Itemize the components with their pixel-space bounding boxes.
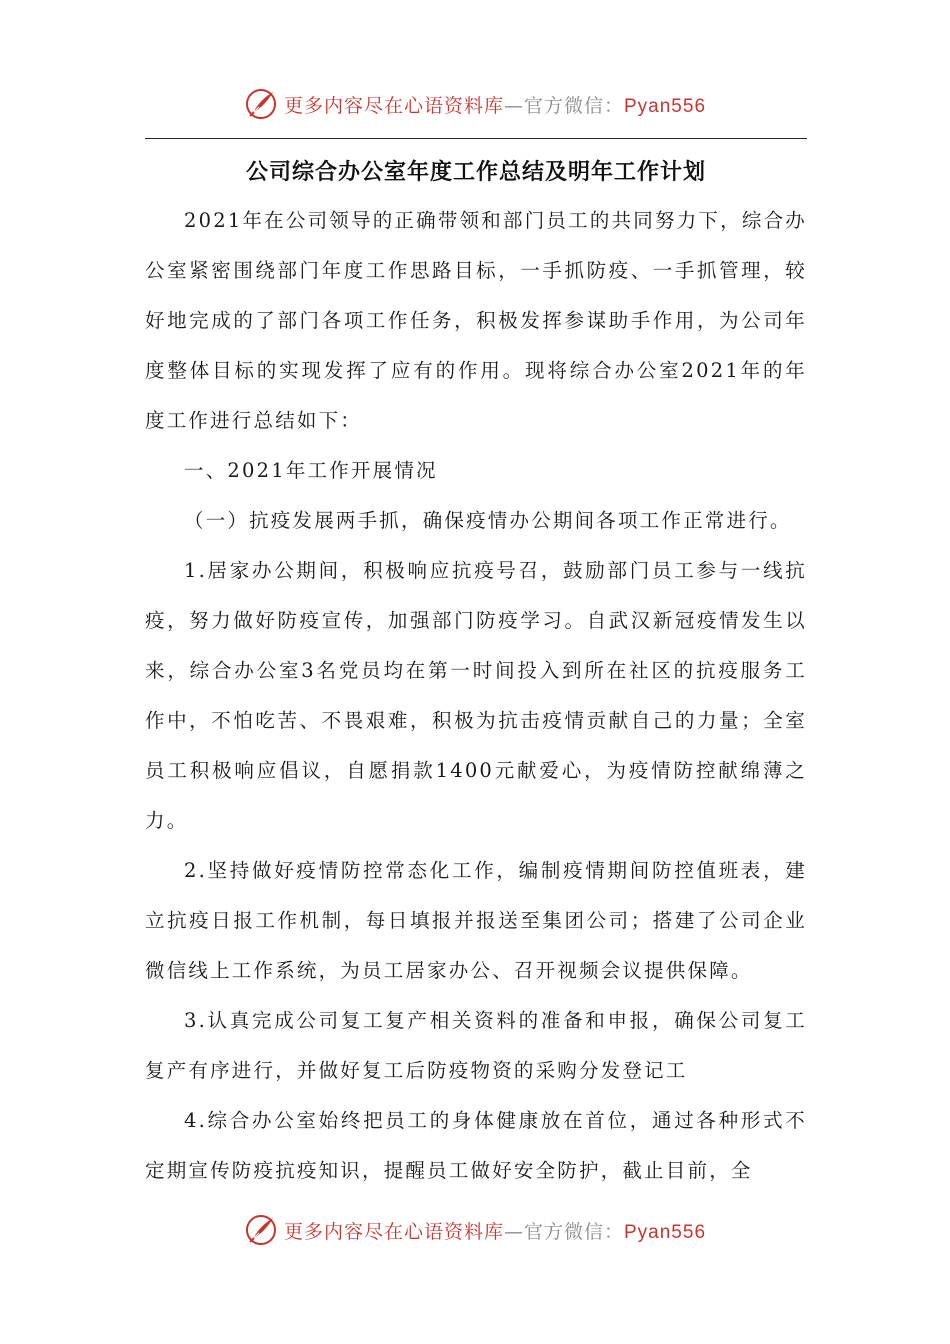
banner-wechat-id: Pyan556 bbox=[624, 95, 707, 117]
banner-wechat-label: 官方微信： bbox=[523, 94, 624, 117]
header-divider bbox=[145, 138, 807, 139]
banner-separator: — bbox=[503, 94, 524, 117]
document-body bbox=[145, 196, 807, 1196]
quill-pen-logo-icon bbox=[244, 87, 278, 121]
paragraph-item-2: 2.坚持做好疫情防控常态化工作，编制疫情期间防控值班表，建立抗疫日报工作机制，每日填报并报送至集团公司；搭建了公司企业微信线上工作系统，为员工居家办公、召开视频会议提供保障。 bbox=[145, 859, 807, 982]
paragraph-item-4: 4.综合办公室始终把员工的身体健康放在首位，通过各种形式不定期宣传防疫抗疫知识，提醒员工做好安全防护，截止目前，全 bbox=[145, 1109, 807, 1182]
banner-separator: — bbox=[503, 1220, 524, 1243]
banner-brand: 更多内容尽在心语资料库 bbox=[283, 1220, 504, 1243]
section-heading: 一、2021年工作开展情况 bbox=[184, 459, 438, 482]
subsection-heading: （一）抗疫发展两手抓，确保疫情办公期间各项工作正常进行。 bbox=[184, 509, 792, 532]
header-banner bbox=[0, 82, 950, 126]
paragraph-item-1: 1.居家办公期间，积极响应抗疫号召，鼓励部门员工参与一线抗疫，努力做好防疫宣传，加强部门防疫学习。自武汉新冠疫情发生以来，综合办公室3名党员均在第一时间投入到所在社区的抗疫服务工作中，不怕吃苦、不畏艰难，积极为抗击疫情贡献自己的力量；全室员工积极响应倡议，自愿捐款1400元献爱心，为疫情防控献绵薄之力。 bbox=[145, 559, 807, 832]
quill-pen-logo-icon bbox=[244, 1213, 278, 1247]
banner-wechat-label: 官方微信： bbox=[523, 1220, 624, 1243]
paragraph-item-3: 3.认真完成公司复工复产相关资料的准备和申报，确保公司复工复产有序进行，并做好复工后防疫物资的采购分发登记工 bbox=[145, 1009, 807, 1082]
paragraph-intro: 2021年在公司领导的正确带领和部门员工的共同努力下，综合办公室紧密围绕部门年度工作思路目标，一手抓防疫、一手抓管理，较好地完成的了部门各项工作任务，积极发挥参谋助手作用，为公司年度整体目标的实现发挥了应有的作用。现将综合办公室2021年的年度工作进行总结如下： bbox=[145, 209, 807, 432]
footer-banner bbox=[0, 1208, 950, 1252]
document-title: 公司综合办公室年度工作总结及明年工作计划 bbox=[245, 160, 706, 185]
banner-text bbox=[284, 1217, 706, 1244]
banner-wechat-id: Pyan556 bbox=[624, 1221, 707, 1243]
banner-brand: 更多内容尽在心语资料库 bbox=[283, 94, 504, 117]
banner-text bbox=[284, 91, 706, 118]
